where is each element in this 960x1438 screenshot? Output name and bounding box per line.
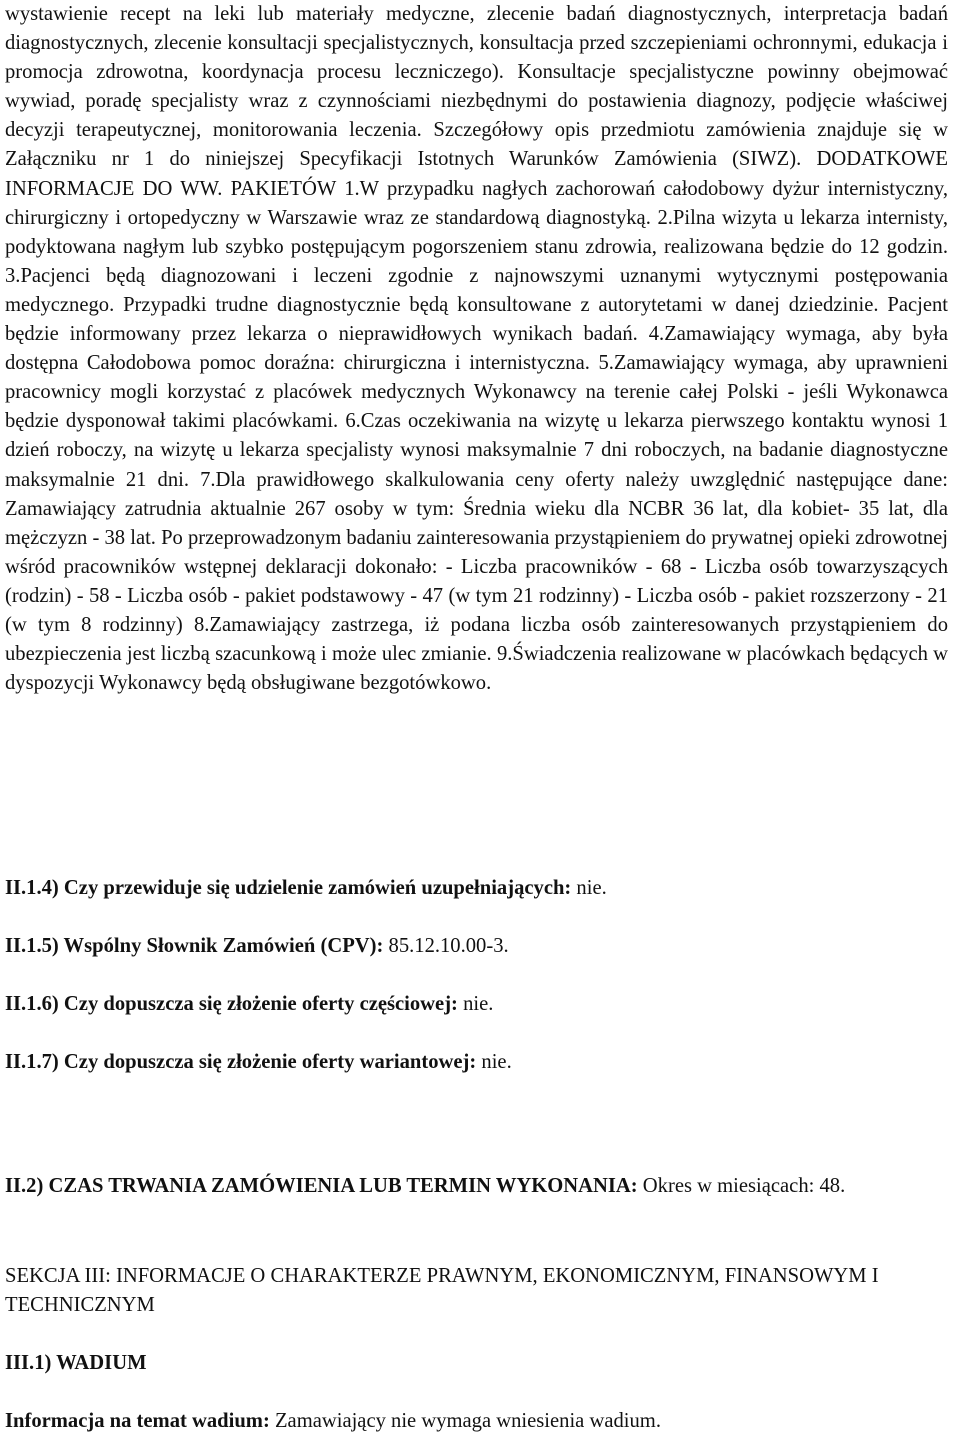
item-value: 85.12.10.00-3. xyxy=(383,935,509,957)
item-label: II.1.4) Czy przewiduje się udzielenie zamówień uzupełniających: xyxy=(5,877,572,899)
item-supplementary-orders xyxy=(5,874,948,903)
main-paragraph: wystawienie recept na leki lub materiały medyczne, zlecenie badań diagnostycznych, interpretacja badań diagnostycznych, zlecenie konsultacji specjalistycznych, konsultacja przed szczepieniami ochronnymi, edukacja i promocja zdrowotna, koordynacja procesu leczniczego). Konsultacje specjalistyczne powinny obejmować wywiad, poradę specjalisty wraz z czynnościami niezbędnymi do postawienia diagnozy, podjęcie właściwej decyzji terapeutycznej, monitorowania leczenia. Szczegółowy opis przedmiotu zamówienia znajduje się w Załączniku nr 1 do niniejszej Specyfikacji Istotnych Warunków Zamówienia (SIWZ). DODATKOWE INFORMACJE DO WW. PAKIETÓW 1.W przypadku nagłych zachorowań całodobowy dyżur internistyczny, chirurgiczny i ortopedyczny w Warszawie wraz ze standardową diagnostyką. 2.Pilna wizyta u lekarza internisty, podyktowana nagłym lub szybko postępującym pogorszeniem stanu zdrowia, realizowana będzie do 12 godzin. 3.Pacjenci będą diagnozowani i leczeni zgodnie z najnowszymi uznanymi wytycznymi postępowania medycznego. Przypadki trudne diagnostycznie będą konsultowane z autorytetami w danej dziedzinie. Pacjent będzie informowany przez lekarza o nieprawidłowych wynikach badań. 4.Zamawiający wymaga, aby była dostępna Całodobowa pomoc doraźna: chirurgiczna i internistyczna. 5.Zamawiający wymaga, aby uprawnieni pracownicy mogli korzystać z placówek medycznych Wykonawcy na terenie całej Polski - jeśli Wykonawca będzie dysponował takimi placówkami. 6.Czas oczekiwania na wizytę u lekarza pierwszego kontaktu wynosi 1 dzień roboczy, na wizytę u lekarza specjalisty wynosi maksymalnie 7 dni roboczych, na badanie diagnostyczne maksymalnie 21 dni. 7.Dla prawidłowego skalkulowania ceny oferty należy uwzględnić następujące dane: Zamawiający zatrudnia aktualnie 267 osoby w tym: Średnia wieku dla NCBR 36 lat, dla kobiet- 35 lat, dla mężczyzn - 38 lat. Po przeprowadzonym badaniu zainteresowania przystąpieniem do prywatnej opieki zdrowotnej wśród pracowników wstępnej deklaracji dokonało: - Liczba pracowników - 68 - Liczba osób towarzyszących (rodzin) - 58 - Liczba osób - pakiet podstawowy - 47 (w tym 21 rodzinny) - Liczba osób - pakiet rozszerzony - 21 (w tym 8 rodzinny) 8.Zamawiający zastrzega, iż podana liczba osób zainteresowanych przystąpieniem do ubezpieczenia jest liczbą szacunkową i może ulec zmianie. 9.Świadczenia realizowane w placówkach będących w dyspozycji Wykonawcy będą obsługiwane bezgotówkowo. xyxy=(5,3,948,695)
item-label: II.1.5) Wspólny Słownik Zamówień (CPV): xyxy=(5,935,384,957)
item-label: II.1.6) Czy dopuszcza się złożenie oferty częściowej: xyxy=(5,993,458,1015)
item-wadium-heading xyxy=(5,1349,948,1378)
item-label: III.1) WADIUM xyxy=(5,1352,147,1374)
item-value: Okres w miesiącach: 48. xyxy=(637,1175,846,1197)
item-value: nie. xyxy=(476,1051,512,1073)
item-partial-offer xyxy=(5,990,948,1019)
item-cpv-code xyxy=(5,932,948,961)
item-value: nie. xyxy=(571,877,607,899)
item-wadium-info xyxy=(5,1407,948,1436)
item-value: nie. xyxy=(457,993,494,1015)
item-label: II.1.7) Czy dopuszcza się złożenie oferty wariantowej: xyxy=(5,1051,477,1073)
section-iii-heading xyxy=(5,1262,948,1320)
item-variant-offer xyxy=(5,1048,948,1077)
item-label: II.2) CZAS TRWANIA ZAMÓWIENIA LUB TERMIN WYKONANIA: xyxy=(5,1175,638,1197)
item-value: Zamawiający nie wymaga wniesienia wadium. xyxy=(269,1410,661,1432)
item-label: Informacja na temat wadium: xyxy=(5,1410,270,1432)
item-value: SEKCJA III: INFORMACJE O CHARAKTERZE PRAWNYM, EKONOMICZNYM, FINANSOWYM I TECHNICZNYM xyxy=(5,1265,879,1316)
item-duration xyxy=(5,1172,948,1201)
